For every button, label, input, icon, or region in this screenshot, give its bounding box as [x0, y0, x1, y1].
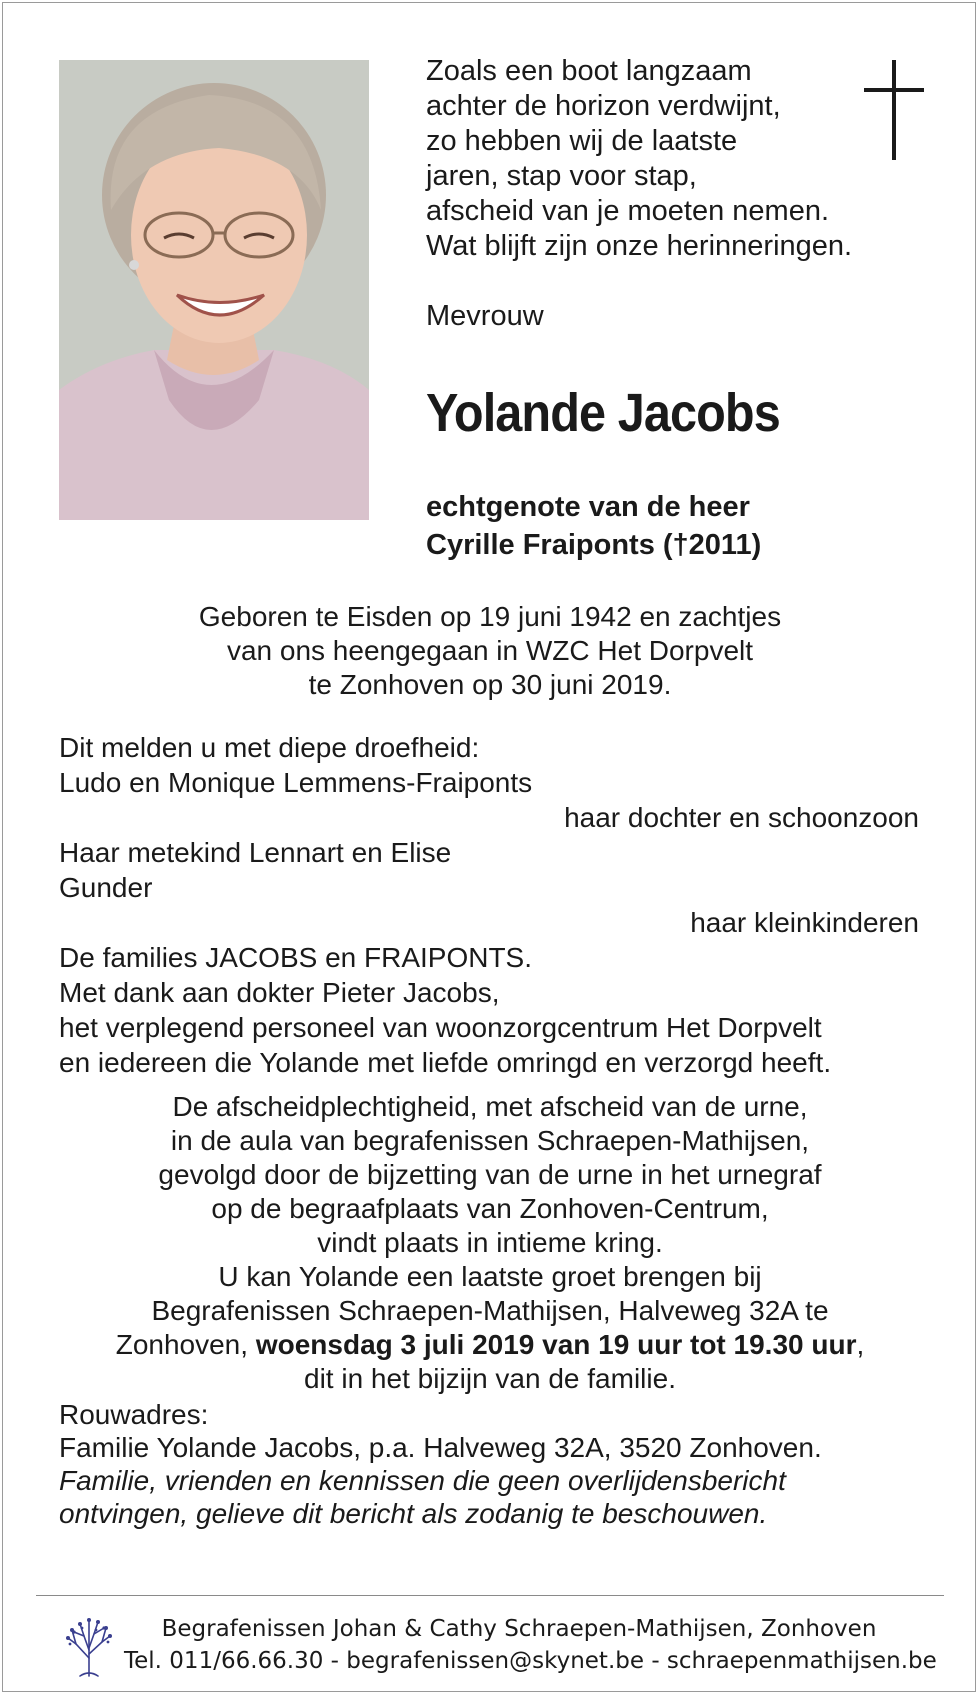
- spouse-line: Cyrille Fraiponts (†2011): [426, 529, 762, 561]
- ceremony-line: vindt plaats in intieme kring.: [317, 1227, 663, 1258]
- announce-thanks: Met dank aan dokter Pieter Jacobs,: [59, 977, 500, 1008]
- announcement: [59, 730, 919, 1080]
- address-note: ontvingen, gelieve dit bericht als zodanig te beschouwen.: [59, 1498, 768, 1529]
- spouse-line: echtgenote van de heer: [426, 491, 750, 523]
- spouse-info: [426, 488, 761, 564]
- ceremony-line: Begrafenissen Schraepen-Mathijsen, Halveweg 32A te: [151, 1295, 829, 1326]
- tree-icon: [62, 1614, 116, 1678]
- announce-grandchild: Haar metekind Lennart en Elise: [59, 837, 452, 868]
- mourning-address: [59, 1398, 921, 1530]
- portrait-illustration: [59, 60, 369, 520]
- deceased-name: Yolande Jacobs: [426, 383, 780, 443]
- poem: [426, 54, 896, 264]
- ceremony-line: gevolgd door de bijzetting van de urne in het urnegraf: [158, 1159, 822, 1190]
- ceremony-line: in de aula van begrafenissen Schraepen-Mathijsen,: [170, 1125, 810, 1156]
- poem-line: Wat blijft zijn onze herinneringen.: [426, 230, 853, 262]
- announce-intro: Dit melden u met diepe droefheid:: [59, 732, 480, 763]
- poem-line: achter de horizon verdwijnt,: [426, 90, 781, 122]
- visit-prefix: Zonhoven,: [115, 1329, 256, 1360]
- announce-thanks: en iedereen die Yolande met liefde omringd en verzorgd heeft.: [59, 1047, 832, 1078]
- poem-line: afscheid van je moeten nemen.: [426, 195, 830, 227]
- address-label: Rouwadres:: [59, 1399, 209, 1430]
- portrait-photo: [59, 60, 369, 520]
- address-note: Familie, vrienden en kennissen die geen overlijdensbericht: [59, 1465, 786, 1496]
- visit-suffix: ,: [856, 1329, 865, 1360]
- funeral-home-footer: [124, 1613, 937, 1677]
- born-line: van ons heengegaan in WZC Het Dorpvelt: [226, 635, 754, 666]
- poem-line: Zoals een boot langzaam: [426, 55, 752, 87]
- birth-death-info: [59, 600, 921, 702]
- footer-line-contact: Tel. 011/66.66.30 - begrafenissen@skynet.be - schraepenmathijsen.be: [124, 1648, 937, 1674]
- footer-line-company: Begrafenissen Johan & Cathy Schraepen-Mathijsen, Zonhoven: [161, 1616, 877, 1642]
- ceremony-line: op de begraafplaats van Zonhoven-Centrum,: [211, 1193, 769, 1224]
- visit-line: [59, 1328, 921, 1362]
- announce-thanks: het verplegend personeel van woonzorgcentrum Het Dorpvelt: [59, 1012, 822, 1043]
- ceremony-line: U kan Yolande een laatste groet brengen bij: [218, 1261, 762, 1292]
- announce-daughter-role: haar dochter en schoonzoon: [564, 802, 919, 833]
- poem-line: zo hebben wij de laatste: [426, 125, 738, 157]
- footer-divider: [36, 1595, 944, 1596]
- announce-daughter: Ludo en Monique Lemmens-Fraiponts: [59, 767, 533, 798]
- ceremony-line: dit in het bijzijn van de familie.: [304, 1363, 676, 1394]
- poem-line: jaren, stap voor stap,: [426, 160, 697, 192]
- title-mevrouw: Mevrouw: [426, 300, 544, 332]
- announce-grandchildren-role: haar kleinkinderen: [690, 907, 919, 938]
- cross-icon: [864, 60, 924, 160]
- announce-families: De families JACOBS en FRAIPONTS.: [59, 942, 533, 973]
- born-line: te Zonhoven op 30 juni 2019.: [308, 669, 672, 700]
- announce-grandchild: Gunder: [59, 872, 153, 903]
- born-line: Geboren te Eisden op 19 juni 1942 en zachtjes: [198, 601, 782, 632]
- address-value: Familie Yolande Jacobs, p.a. Halveweg 32A, 3520 Zonhoven.: [59, 1432, 822, 1463]
- visit-datetime: woensdag 3 juli 2019 van 19 uur tot 19.30 uur: [255, 1329, 857, 1360]
- ceremony-info: [59, 1090, 921, 1396]
- ceremony-line: De afscheidplechtigheid, met afscheid van de urne,: [172, 1091, 808, 1122]
